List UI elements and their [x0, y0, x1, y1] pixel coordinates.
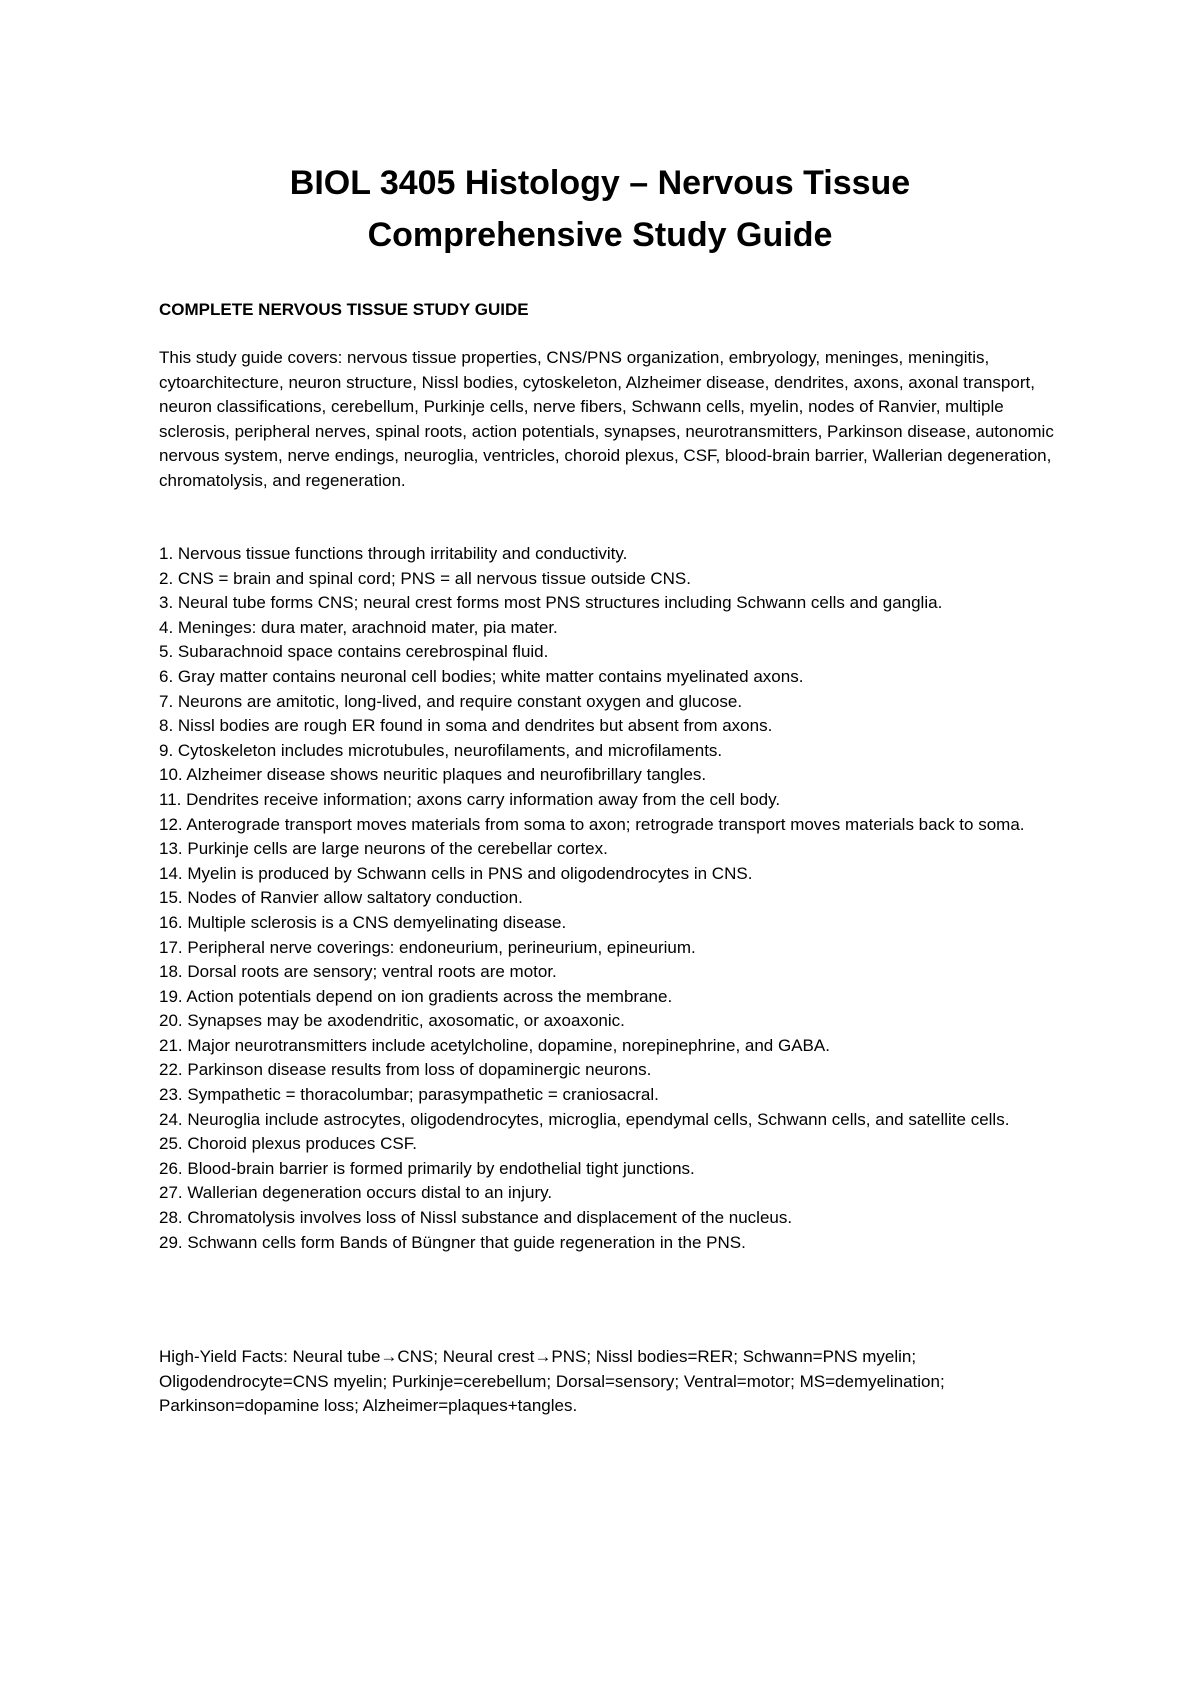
document-title [0, 157, 1200, 261]
list-item: 21. Major neurotransmitters include acetylcholine, dopamine, norepinephrine, and GABA. [159, 1035, 830, 1055]
list-item: 3. Neural tube forms CNS; neural crest forms most PNS structures including Schwann cells and ganglia. [159, 593, 943, 613]
list-item: 14. Myelin is produced by Schwann cells in PNS and oligodendrocytes in CNS. [159, 863, 753, 883]
list-item: 19. Action potentials depend on ion gradients across the membrane. [159, 986, 673, 1006]
list-item: 28. Chromatolysis involves loss of Nissl substance and displacement of the nucleus. [159, 1208, 793, 1228]
list-item: 18. Dorsal roots are sensory; ventral roots are motor. [159, 962, 557, 982]
list-item: 4. Meninges: dura mater, arachnoid mater, pia mater. [159, 617, 558, 637]
list-item: 8. Nissl bodies are rough ER found in soma and dendrites but absent from axons. [159, 716, 773, 736]
list-item: 10. Alzheimer disease shows neuritic plaques and neurofibrillary tangles. [159, 765, 707, 785]
high-yield-facts: High-Yield Facts: Neural tube→CNS; Neural crest→PNS; Nissl bodies=RER; Schwann=PNS myelin; Oligodendrocyte=CNS myelin; Purkinje=cerebellum; Dorsal=sensory; Ventral=motor; MS=demyelination; Parkinson=dopamine loss; Alzheimer=plaques+tangles. [159, 1347, 945, 1416]
list-item: 6. Gray matter contains neuronal cell bodies; white matter contains myelinated axons. [159, 666, 804, 686]
list-item: 23. Sympathetic = thoracolumbar; parasympathetic = craniosacral. [159, 1085, 659, 1105]
list-item: 29. Schwann cells form Bands of Büngner that guide regeneration in the PNS. [159, 1232, 746, 1252]
list-item: 16. Multiple sclerosis is a CNS demyelinating disease. [159, 912, 567, 932]
list-item: 1. Nervous tissue functions through irritability and conductivity. [159, 544, 628, 563]
title-line-2: Comprehensive Study Guide [367, 216, 833, 254]
list-item: 26. Blood-brain barrier is formed primarily by endothelial tight junctions. [159, 1158, 695, 1178]
list-item: 25. Choroid plexus produces CSF. [159, 1134, 417, 1154]
list-item: 15. Nodes of Ranvier allow saltatory conduction. [159, 888, 523, 908]
list-item: 5. Subarachnoid space contains cerebrospinal fluid. [159, 642, 549, 662]
list-item: 24. Neuroglia include astrocytes, oligodendrocytes, microglia, ependymal cells, Schwann cells, and satellite cells. [159, 1109, 1010, 1129]
list-item: 9. Cytoskeleton includes microtubules, neurofilaments, and microfilaments. [159, 740, 723, 760]
list-item: 20. Synapses may be axodendritic, axosomatic, or axoaxonic. [159, 1011, 625, 1031]
list-item: 12. Anterograde transport moves materials from soma to axon; retrograde transport moves materials back to soma. [159, 814, 1025, 834]
list-item: 22. Parkinson disease results from loss of dopaminergic neurons. [159, 1060, 652, 1080]
list-item: 11. Dendrites receive information; axons carry information away from the cell body. [159, 789, 781, 809]
title-line-1: BIOL 3405 Histology – Nervous Tissue [289, 164, 911, 202]
list-item: 2. CNS = brain and spinal cord; PNS = all nervous tissue outside CNS. [159, 568, 691, 588]
section-heading: COMPLETE NERVOUS TISSUE STUDY GUIDE [159, 300, 529, 319]
list-item: 7. Neurons are amitotic, long-lived, and require constant oxygen and glucose. [159, 691, 743, 711]
list-item: 13. Purkinje cells are large neurons of the cerebellar cortex. [159, 839, 608, 859]
list-item: 27. Wallerian degeneration occurs distal to an injury. [159, 1183, 553, 1203]
list-item: 17. Peripheral nerve coverings: endoneurium, perineurium, epineurium. [159, 937, 696, 957]
facts-list [159, 542, 1059, 1255]
intro-paragraph: This study guide covers: nervous tissue properties, CNS/PNS organization, embryology, meninges, meningitis, cytoarchitecture, neuron structure, Nissl bodies, cytoskeleton, Alzheimer disease, dendrites, axons, axonal transport, neuron classifications, cerebellum, Purkinje cells, nerve fibers, Schwann cells, myelin, nodes of Ranvier, multiple sclerosis, peripheral nerves, spinal roots, action potentials, synapses, neurotransmitters, Parkinson disease, autonomic nervous system, nerve endings, neuroglia, ventricles, choroid plexus, CSF, blood-brain barrier, Wallerian degeneration, chromatolysis, and regeneration. [159, 348, 1054, 490]
